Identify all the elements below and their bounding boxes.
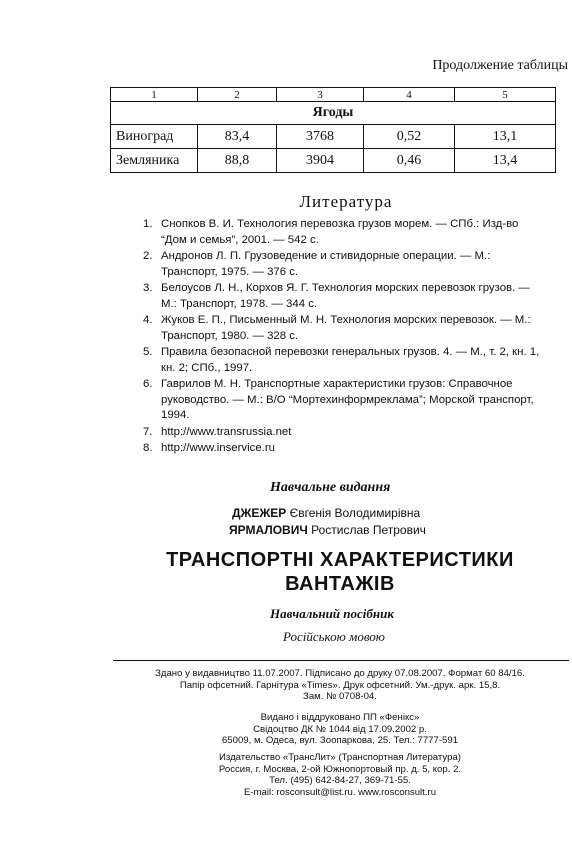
table-cell: 0,52 — [364, 125, 455, 149]
author-line — [232, 506, 420, 520]
reference-list — [143, 217, 543, 458]
author-names: Ростислав Петрович — [311, 523, 426, 537]
item-number: 6. — [143, 378, 153, 390]
imprint-line: Папір офсетний. Гарнітура «Times». Друк офсетний. Ум.-друк. арк. 15,8. — [179, 679, 501, 691]
imprint-line: 65009, м. Одеса, вул. Зоопаркова, 25. Тел.: 7777-591 — [221, 735, 459, 746]
item-text: Снопков В. И. Технология перевозка грузов морем. — СПб.: Изд-во “Дом и семья”, 2001. — 542 с. — [161, 218, 519, 246]
item-number: 5. — [143, 346, 153, 358]
imprint-line: Здано у видавництво 11.07.2007. Підписано до друку 07.08.2007. Формат 60 84/16. — [155, 668, 525, 679]
table-cell: 3904 — [277, 149, 364, 173]
book-subtitle: Навчальний посібник — [270, 606, 394, 621]
column-number: 4 — [364, 88, 455, 102]
book-title — [160, 548, 520, 596]
imprint-line: Тел. (495) 642-84-27, 369-71-55. — [269, 775, 411, 786]
book-language: Російською мовою — [283, 629, 385, 644]
data-table — [110, 87, 556, 173]
imprint-line: E-mail: rosconsult@list.ru. www.rosconsult.ru — [243, 786, 437, 798]
imprint-line: Россия, г. Москва, 2-ой Южнопортовый пр. д. 5, кор. 2. — [218, 763, 462, 775]
imprint-block — [110, 752, 570, 798]
column-number: 2 — [198, 88, 277, 102]
imprint-block — [110, 712, 570, 747]
list-item — [143, 281, 543, 312]
table-group-row — [111, 102, 556, 125]
item-text: Белоусов Л. Н., Корхов Я. Г. Технология морских перевозок грузов. — М.: Транспорт, 1978. — 344 с. — [161, 282, 530, 310]
table-continuation-label: Продолжение таблицы — [432, 58, 568, 73]
table-cell: Земляника — [111, 149, 198, 173]
imprint-line: Видано і віддруковано ПП «Фенікс» — [260, 712, 420, 723]
table-header-row — [111, 88, 556, 102]
column-number: 1 — [111, 88, 198, 102]
item-number: 8. — [143, 442, 153, 454]
list-item — [143, 249, 543, 280]
item-text: Жуков Е. П., Письменный М. Н. Технология морских перевозок. — М.: Транспорт, 1980. — 328 с. — [161, 314, 531, 342]
author-surname: ДЖЕЖЕР — [232, 506, 287, 520]
table-cell: 13,1 — [455, 125, 556, 149]
imprint-line: Зам. № 0708-04. — [303, 691, 377, 702]
table-row — [111, 125, 556, 149]
item-text: http://www.transrussia.net — [161, 425, 292, 438]
table-cell: 83,4 — [198, 125, 277, 149]
item-number: 4. — [143, 314, 153, 326]
list-item — [143, 441, 543, 457]
imprint-block — [110, 668, 570, 703]
book-title-line: ВАНТАЖІВ — [285, 573, 395, 595]
item-text: Андронов Л. П. Грузоведение и стивидорные операции. — М.: Транспорт, 1975. — 376 с. — [161, 250, 491, 278]
list-item — [143, 313, 543, 344]
column-number: 3 — [277, 88, 364, 102]
item-number: 2. — [143, 250, 153, 262]
list-item — [143, 345, 543, 376]
list-item — [143, 425, 543, 441]
item-text: http://www.inservice.ru — [161, 442, 275, 454]
item-number: 1. — [143, 218, 153, 230]
item-text: Гаврилов М. Н. Транспортные характеристики грузов: Справочное руководство. — М.: В/О “Мортехинформреклама”; Морской транспорт, 1994. — [161, 378, 534, 421]
book-title-line: ТРАНСПОРТНІ ХАРАКТЕРИСТИКИ — [166, 549, 514, 571]
item-number: 7. — [143, 425, 153, 438]
group-label: Ягоды — [111, 102, 556, 125]
imprint-line: Свідоцтво ДК № 1044 від 17.09.2002 р. — [253, 723, 427, 735]
item-number: 3. — [143, 282, 153, 294]
author-line — [229, 523, 426, 537]
imprint-line: Издательство «ТрансЛит» (Транспортная Литература) — [219, 752, 461, 763]
literature-heading: Литература — [299, 192, 393, 211]
author-names: Євгенія Володимирівна — [289, 506, 421, 520]
divider — [113, 660, 569, 661]
column-number: 5 — [455, 88, 556, 102]
table-cell: 3768 — [277, 125, 364, 149]
table-cell: Виноград — [111, 125, 198, 149]
table-row — [111, 149, 556, 173]
table-cell: 13,4 — [455, 149, 556, 173]
table-cell: 0,46 — [364, 149, 455, 173]
author-surname: ЯРМАЛОВИЧ — [229, 523, 308, 537]
edition-type: Навчальне видання — [270, 480, 391, 495]
table-cell: 88,8 — [198, 149, 277, 173]
list-item — [143, 377, 543, 424]
item-text: Правила безопасной перевозки генеральных грузов. 4. — М., т. 2, кн. 1, кн. 2; СПб., 1997. — [161, 346, 540, 374]
list-item — [143, 217, 543, 248]
